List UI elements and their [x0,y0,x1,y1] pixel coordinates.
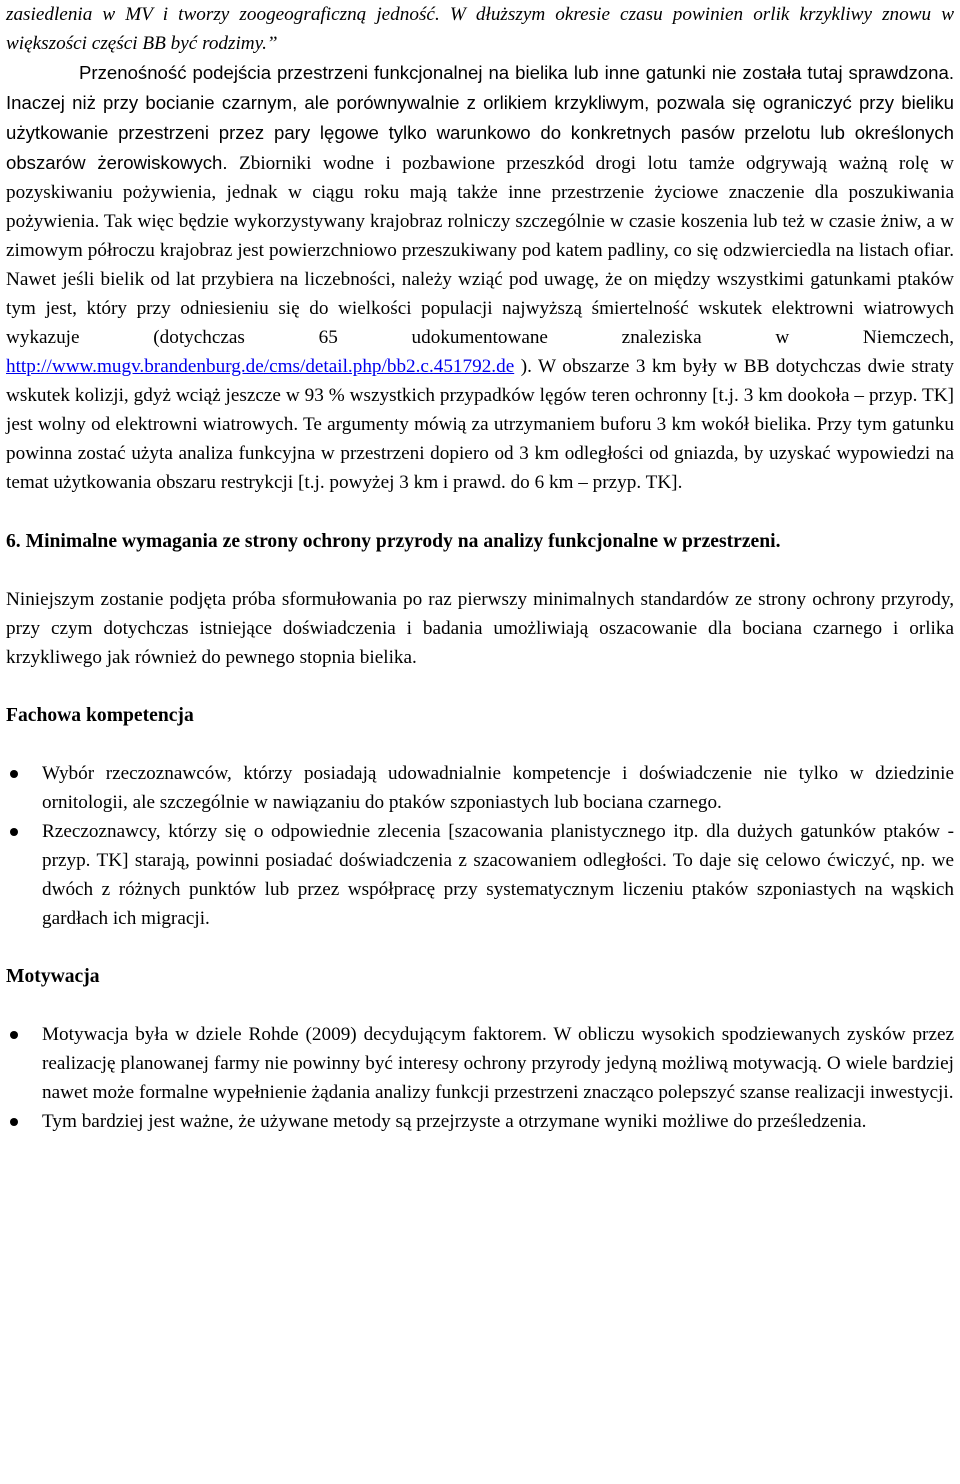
bullet-icon [10,828,18,836]
motivation-list-item [6,1107,954,1136]
motivation-item-text: Motywacja była w dziele Rohde (2009) decydującym faktorem. W obliczu wysokich spodziewanych zysków przez realizację planowanej farmy nie powinny być interesy ochrony przyrody jedyną możliwą motywacją. O wiele bardziej nawet może formalne wypełnienie żądania analizy funkcji przestrzeni znacząco polepszyć szanse realizacji inwestycji. [42,1024,954,1103]
motivation-list [6,1020,954,1136]
top-italic-paragraph: zasiedlenia w MV i tworzy zoogeograficzną jedność. W dłuższym okresie czasu powinien orlik krzykliwy znowu w większości części BB być rodzimy.” [6,4,954,54]
bullet-icon [10,1031,18,1039]
bullet-icon [10,1118,18,1126]
transfer-serif-text: Zbiorniki wodne i pozbawione przeszkód drogi lotu tamże odgrywają ważną rolę w pozyskiwaniu pożywienia, jednak w ciągu roku mają także inne przestrzenie życiowe znaczenie dla poszukiwania pożywienia. Tak więc będzie wykorzystywany krajobraz rolniczy szczególnie w czasie koszenia lub też w czasie żniw, a w zimowym półroczu krajobraz jest powierzchniowo przeszukiwany pod katem padliny, co się odzwierciedla na listach ofiar. Nawet jeśli bielik od lat przybiera na liczebności, należy wziąć pod uwagę, że on między wszystkimi gatunkami ptaków tym jest, który przy odniesieniu się do wielkości populacji najwyższą śmiertelność wskutek elektrowni wiatrowych wykazuje (dotychczas 65 udokumentowane znaleziska w Niemczech, [6,153,955,348]
competence-list-item [6,817,954,933]
transfer-sans-text: Przenośność podejścia przestrzeni funkcjonalnej na bielika lub inne gatunki nie została tutaj sprawdzona. Inaczej niż przy bocianie czarnym, ale porównywalnie z orlikiem krzykliwym, pozwala się ograniczyć przy bieliku użytkowanie przestrzeni przez pary lęgowe tylko warunkowo do konkretnych pasów przelotu lub określonych obszarów żerowiskowych. [6,62,954,173]
competence-item-text: Rzeczoznawcy, którzy się o odpowiednie zlecenia [szacowania planistycznego itp. dla dużych gatunków ptaków - przyp. TK] starają, powinni posiadać doświadczenia z szacowaniem odległości. To daje się celowo ćwiczyć, np. we dwóch z różnych punktów lub przez współpracę przy systematycznym liczeniu ptaków szponiastych na wąskich gardłach ich migracji. [42,821,954,929]
motivation-list-item [6,1020,954,1107]
motivation-heading: Motywacja [6,966,100,987]
motivation-item-text: Tym bardziej jest ważne, że używane metody są przejrzyste a otrzymane wyniki możliwe do prześledzenia. [42,1111,867,1132]
bullet-icon [10,770,18,778]
transfer-after-link-text: ). W obszarze 3 km były w BB dotychczas dwie straty wskutek kolizji, gdyż wciąż jeszcze w 93 % wszystkich przypadków lęgów teren ochronny [t.j. 3 km dookoła – przyp. TK] jest wolny od elektrowni wiatrowych. Te argumenty mówią za utrzymaniem buforu 3 km wokół bielika. Przy tym gatunku powinna zostać użyta analiza funkcyjna w przestrzeni dopiero od 3 km odległości od gniazda, by uzyskać wypowiedzi na temat użytkowania obszaru restrykcji [t.j. powyżej 3 km i prawd. do 6 km – przyp. TK]. [6,356,954,493]
competence-list [6,759,954,933]
competence-list-item [6,759,954,817]
section-6-intro: Niniejszym zostanie podjęta próba sformułowania po raz pierwszy minimalnych standardów ze strony ochrony przyrody, przy czym dotychczas istniejące doświadczenia i badania umożliwiają oszacowanie dla bociana czarnego i orlika krzykliwego jak również do pewnego stopnia bielika. [6,589,954,668]
competence-item-text: Wybór rzeczoznawców, którzy posiadają udowadnialnie kompetencje i doświadczenie nie tylko w dziedzinie ornitologii, ale szczególnie w nawiązaniu do ptaków szponiastych lub bociana czarnego. [42,763,954,813]
competence-heading: Fachowa kompetencja [6,705,194,726]
brandenburg-link[interactable]: http://www.mugv.brandenburg.de/cms/detail.php/bb2.c.451792.de [6,356,515,377]
section-6-heading: 6. Minimalne wymagania ze strony ochrony przyrody na analizy funkcjonalne w przestrzeni. [6,531,781,552]
transfer-paragraph [6,58,954,497]
